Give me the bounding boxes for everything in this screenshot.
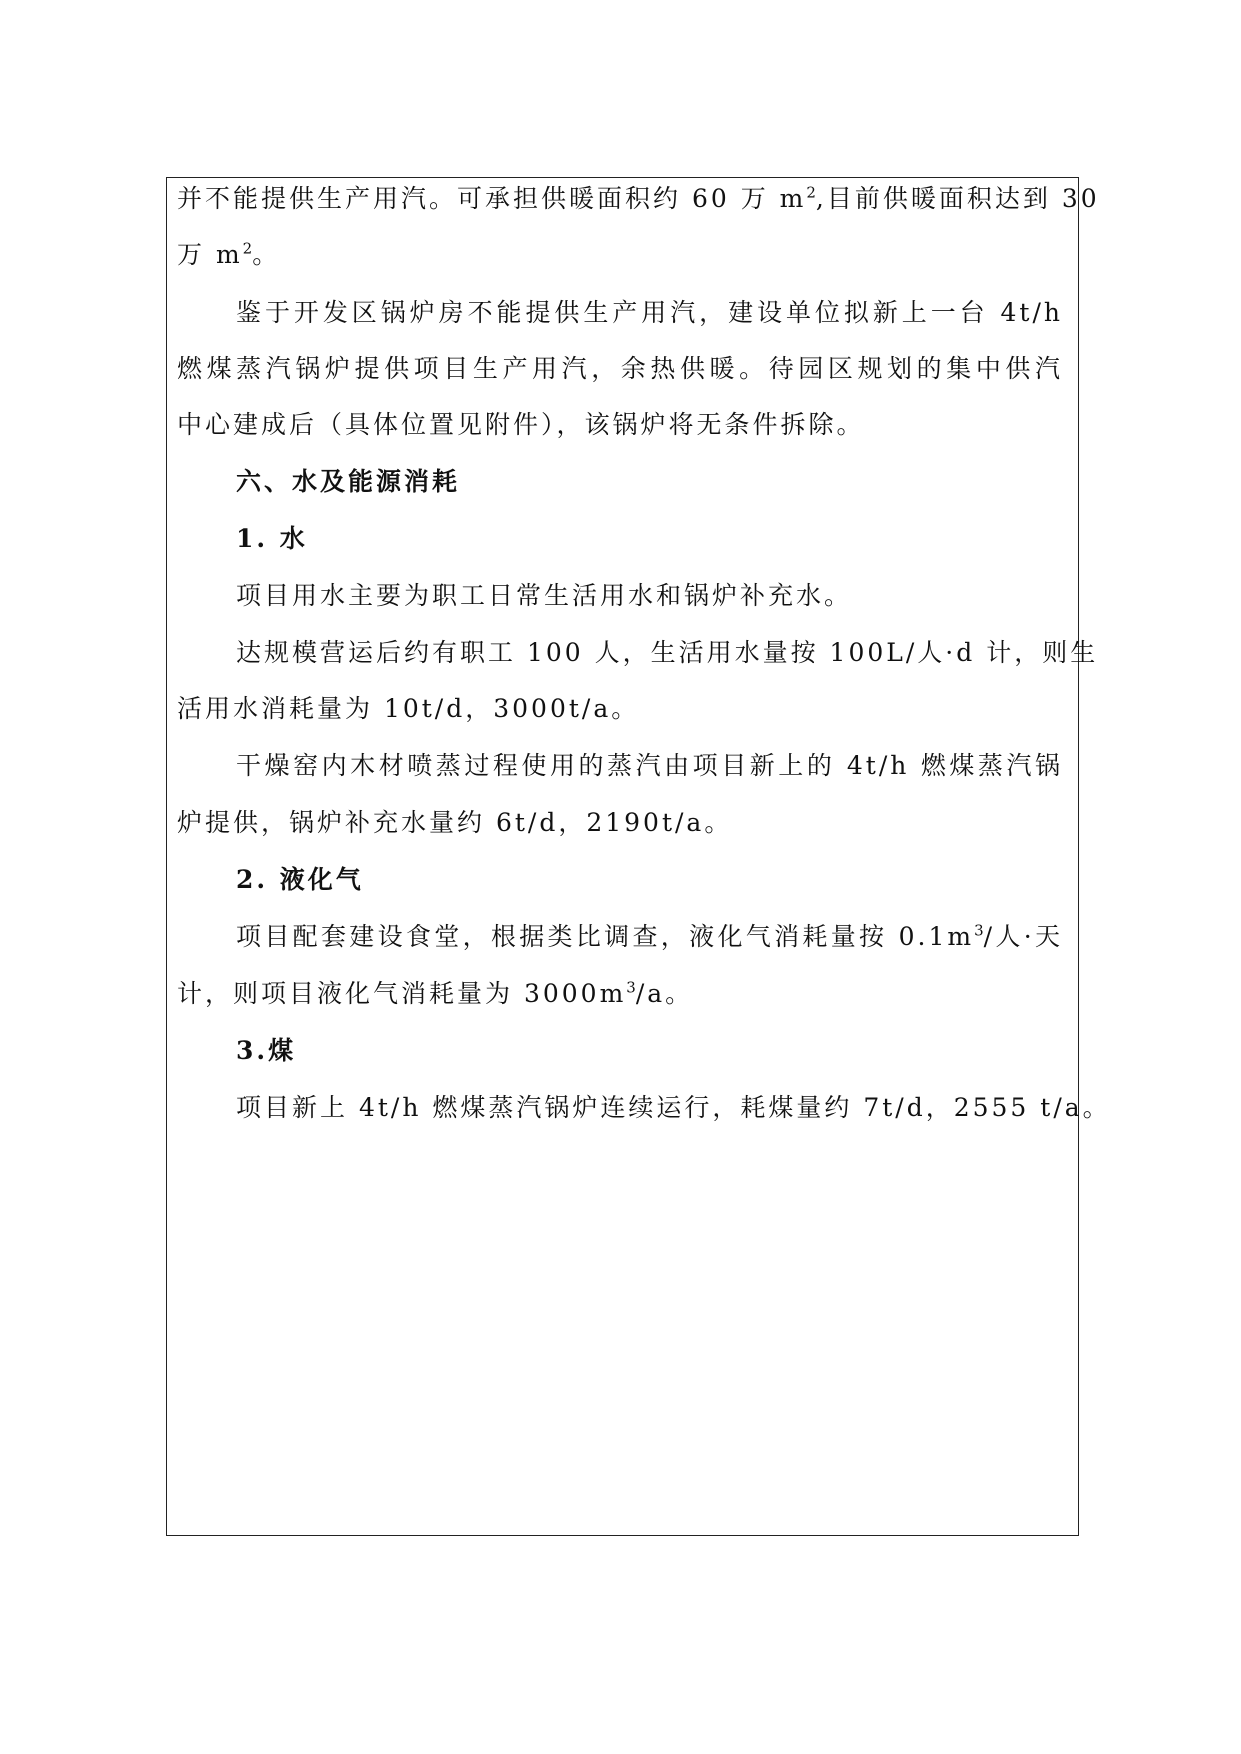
paragraph-line: 炉提供，锅炉补充水量约 6t/d，2190t/a。: [177, 808, 733, 837]
paragraph-line: 活用水消耗量为 10t/d，3000t/a。: [177, 694, 640, 723]
paragraph-line: 达规模营运后约有职工 100 人，生活用水量按 100L/人·d 计，则生: [236, 638, 1099, 667]
subsection-heading-lpg: 2. 液化气: [236, 865, 364, 894]
paragraph-line: 并不能提供生产用汽。可承担供暖面积约 60 万 $m^2$,目前供暖面积达到 30: [177, 183, 1100, 213]
paragraph-line: 燃煤蒸汽锅炉提供项目生产用汽，余热供暖。待园区规划的集中供汽: [177, 354, 1063, 383]
subsection-heading-water: 1. 水: [236, 524, 308, 553]
subsection-heading-coal: 3.煤: [236, 1036, 297, 1065]
paragraph-line: 计，则项目液化气消耗量为 $3000m^3/a$。: [177, 978, 694, 1008]
paragraph-line: 鉴于开发区锅炉房不能提供生产用汽，建设单位拟新上一台 4t/h: [236, 298, 1063, 327]
paragraph-line: 干燥窑内木材喷蒸过程使用的蒸汽由项目新上的 4t/h 燃煤蒸汽锅: [236, 751, 1063, 780]
paragraph-line: 项目配套建设食堂，根据类比调查，液化气消耗量按 $0.1m^3/$人·天: [236, 921, 1063, 951]
section-title: 六、水及能源消耗: [236, 467, 461, 496]
paragraph-line: 万 $m^2$。: [177, 239, 281, 269]
paragraph-line: 项目新上 4t/h 燃煤蒸汽锅炉连续运行，耗煤量约 7t/d，2555 t/a。: [236, 1093, 1111, 1122]
paragraph-line: 项目用水主要为职工日常生活用水和锅炉补充水。: [236, 581, 853, 610]
paragraph-line: 中心建成后（具体位置见附件），该锅炉将无条件拆除。: [177, 410, 865, 439]
